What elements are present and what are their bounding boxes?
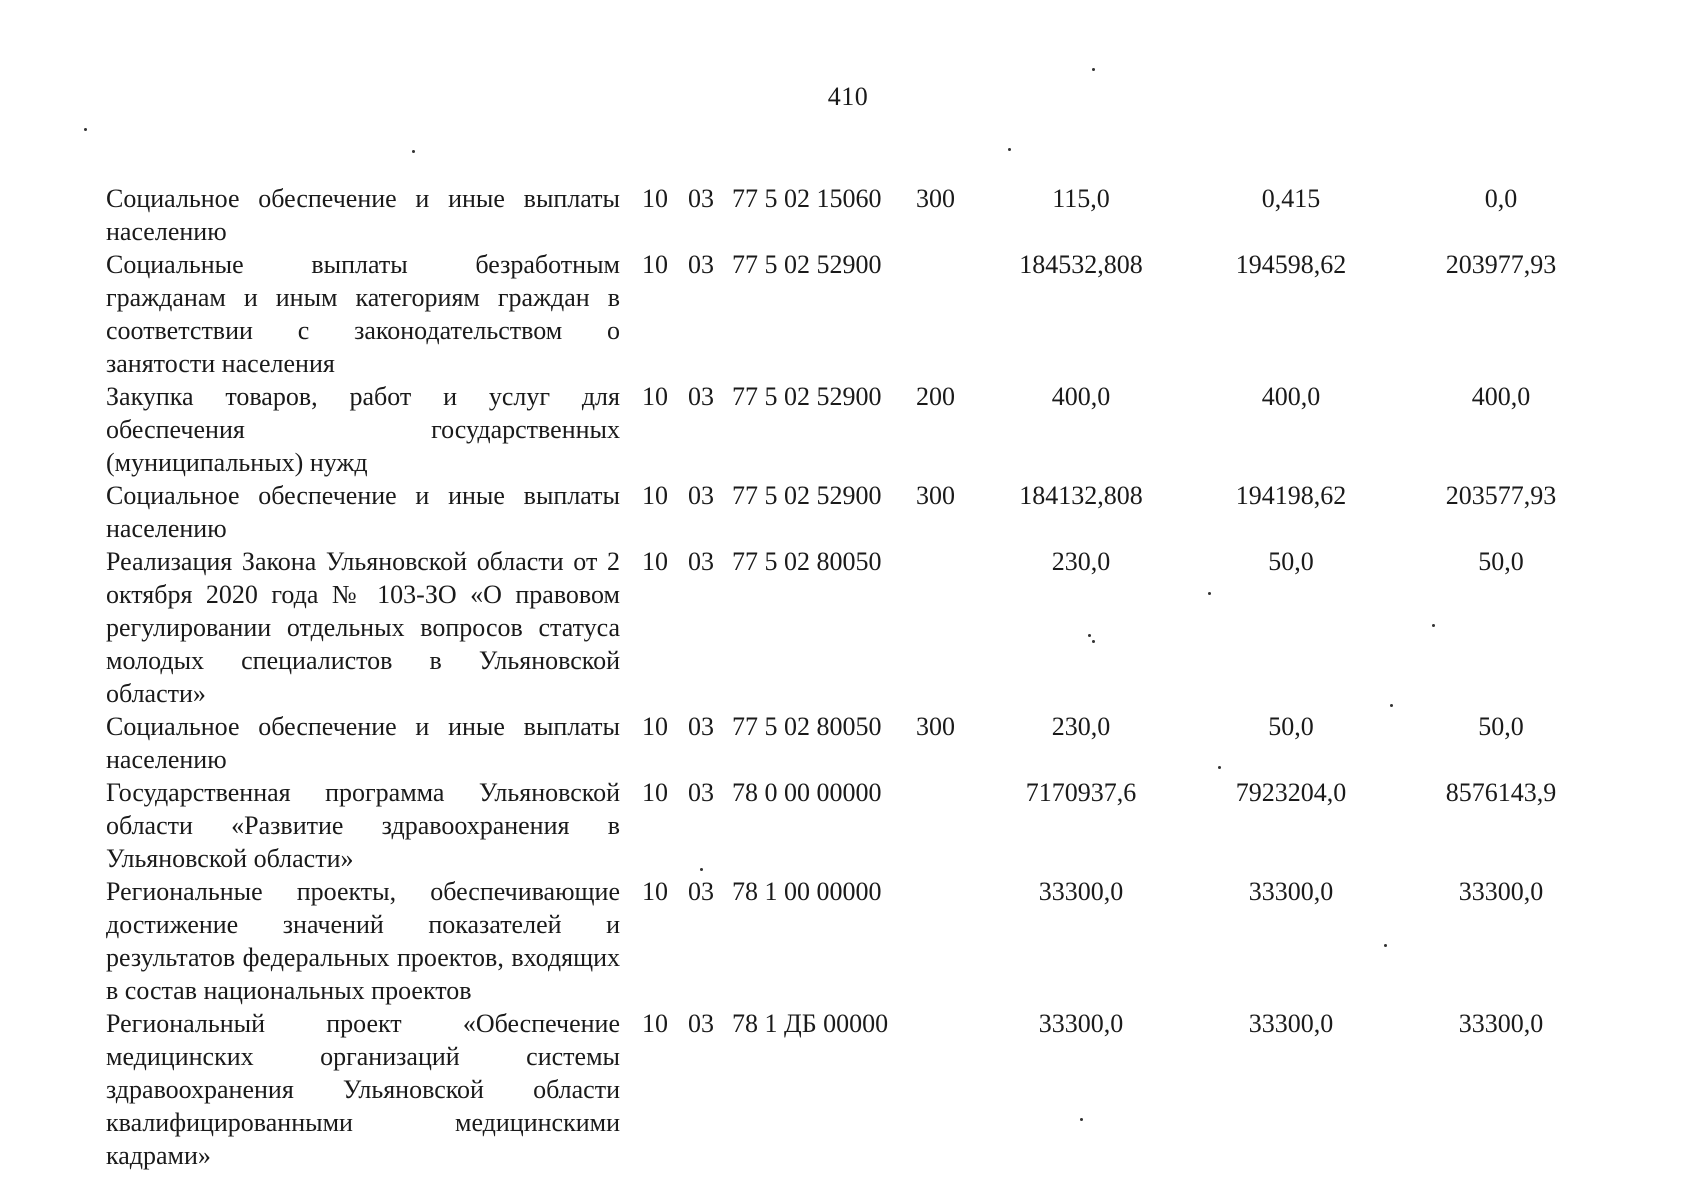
row-name: Региональные проекты, обеспечивающие достижение значений показателей и результатов федеральных проектов, входящих в состав национальных проектов — [106, 877, 620, 1005]
scan-speck — [412, 150, 415, 153]
row-amount-2: 33300,0 — [1248, 877, 1334, 906]
scan-speck — [84, 128, 87, 131]
row-name: Социальное обеспечение и иные выплаты населению — [106, 481, 620, 543]
row-section: 10 — [642, 382, 668, 411]
row-subsection: 03 — [688, 778, 714, 807]
row-amount-1: 184132,808 — [1019, 481, 1143, 510]
table-row — [106, 248, 1606, 380]
row-amount-2: 0,415 — [1261, 184, 1321, 213]
scan-speck — [1008, 148, 1011, 151]
row-name: Социальное обеспечение и иные выплаты населению — [106, 184, 620, 246]
table-row — [106, 545, 1606, 710]
row-amount-3: 33300,0 — [1458, 877, 1544, 906]
table-row — [106, 182, 1606, 248]
row-name: Региональный проект «Обеспечение медицинских организаций системы здравоохранения Ульяновской области квалифицированными медицинскими кадрами» — [106, 1009, 620, 1170]
row-subsection: 03 — [688, 712, 714, 741]
row-amount-3: 50,0 — [1478, 712, 1524, 741]
row-subsection: 03 — [688, 547, 714, 576]
row-amount-2: 194198,62 — [1235, 481, 1347, 510]
table-row — [106, 479, 1606, 545]
row-expense-type: 300 — [916, 184, 955, 213]
table-row — [106, 380, 1606, 479]
row-expense-type — [916, 776, 976, 875]
row-amount-1: 400,0 — [1051, 382, 1111, 411]
row-section: 10 — [642, 184, 668, 213]
budget-table — [106, 182, 1606, 1172]
row-name: Реализация Закона Ульяновской области от 2 октября 2020 года № 103-ЗО «О правовом регулировании отдельных вопросов статуса молодых специалистов в Ульяновской области» — [106, 547, 620, 708]
row-expense-type — [916, 545, 976, 710]
row-amount-3: 8576143,9 — [1445, 778, 1557, 807]
row-amount-1: 7170937,6 — [1025, 778, 1137, 807]
table-row — [106, 776, 1606, 875]
row-subsection: 03 — [688, 184, 714, 213]
row-section: 10 — [642, 250, 668, 279]
row-target-article: 78 0 00 00000 — [732, 778, 882, 807]
row-name: Социальное обеспечение и иные выплаты населению — [106, 712, 620, 774]
row-subsection: 03 — [688, 877, 714, 906]
row-section: 10 — [642, 778, 668, 807]
row-target-article: 77 5 02 80050 — [732, 712, 882, 741]
row-amount-2: 33300,0 — [1248, 1009, 1334, 1038]
row-amount-2: 50,0 — [1268, 547, 1314, 576]
row-target-article: 77 5 02 52900 — [732, 382, 882, 411]
row-target-article: 77 5 02 52900 — [732, 481, 882, 510]
row-expense-type — [916, 248, 976, 380]
row-amount-2: 50,0 — [1268, 712, 1314, 741]
row-amount-3: 33300,0 — [1458, 1009, 1544, 1038]
row-section: 10 — [642, 547, 668, 576]
row-amount-1: 33300,0 — [1038, 1009, 1124, 1038]
row-target-article: 77 5 02 15060 — [732, 184, 882, 213]
row-section: 10 — [642, 712, 668, 741]
row-name: Закупка товаров, работ и услуг для обеспечения государственных (муниципальных) нужд — [106, 382, 620, 477]
row-section: 10 — [642, 1009, 668, 1038]
row-amount-1: 230,0 — [1051, 712, 1111, 741]
row-target-article: 77 5 02 52900 — [732, 250, 882, 279]
row-subsection: 03 — [688, 1009, 714, 1038]
row-expense-type: 300 — [916, 712, 955, 741]
row-subsection: 03 — [688, 481, 714, 510]
row-expense-type: 200 — [916, 382, 955, 411]
row-amount-3: 203577,93 — [1445, 481, 1557, 510]
row-amount-3: 50,0 — [1478, 547, 1524, 576]
row-expense-type: 300 — [916, 481, 955, 510]
row-subsection: 03 — [688, 250, 714, 279]
row-name: Социальные выплаты безработным гражданам и иным категориям граждан в соответствии с законодательством о занятости населения — [106, 250, 620, 378]
row-amount-3: 0,0 — [1484, 184, 1518, 213]
scan-speck — [1092, 68, 1095, 71]
row-amount-3: 203977,93 — [1445, 250, 1557, 279]
row-amount-3: 400,0 — [1471, 382, 1531, 411]
row-expense-type — [916, 875, 976, 1007]
table-row — [106, 710, 1606, 776]
row-amount-2: 194598,62 — [1235, 250, 1347, 279]
row-target-article: 78 1 00 00000 — [732, 877, 882, 906]
row-subsection: 03 — [688, 382, 714, 411]
row-amount-1: 115,0 — [1052, 184, 1110, 213]
row-amount-2: 7923204,0 — [1235, 778, 1347, 807]
row-amount-1: 230,0 — [1051, 547, 1111, 576]
row-target-article: 78 1 ДБ 00000 — [732, 1009, 889, 1038]
row-amount-2: 400,0 — [1261, 382, 1321, 411]
row-expense-type — [916, 1007, 976, 1172]
page-number: 410 — [827, 82, 869, 111]
row-amount-1: 184532,808 — [1019, 250, 1143, 279]
row-amount-1: 33300,0 — [1038, 877, 1124, 906]
row-section: 10 — [642, 481, 668, 510]
table-row — [106, 1007, 1606, 1172]
table-row — [106, 875, 1606, 1007]
row-target-article: 77 5 02 80050 — [732, 547, 882, 576]
row-section: 10 — [642, 877, 668, 906]
row-name: Государственная программа Ульяновской области «Развитие здравоохранения в Ульяновской области» — [106, 778, 620, 873]
